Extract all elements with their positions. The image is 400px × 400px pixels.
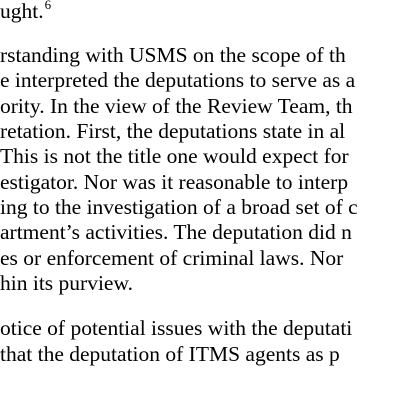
text-line: rstanding with USMS on the scope of th — [0, 43, 346, 67]
text-line — [0, 1, 51, 23]
text-line: estigator. Nor was it reasonable to interp — [0, 170, 349, 194]
text-line: retation. First, the deputations state in al — [0, 119, 346, 143]
text-segment: ught. — [0, 0, 44, 23]
text-line: ing to the investigation of a broad set of c — [0, 195, 358, 219]
text-line: ority. In the view of the Review Team, th — [0, 94, 353, 118]
text-line: otice of potential issues with the deputati — [0, 316, 353, 340]
text-line: This is not the title one would expect for — [0, 144, 349, 168]
text-line: hin its purview. — [0, 271, 133, 295]
text-line: that the deputation of ITMS agents as p — [0, 342, 340, 366]
text-line: e interpreted the deputations to serve as a — [0, 68, 356, 92]
footnote-marker[interactable]: 6 — [44, 0, 52, 12]
text-line: artment’s activities. The deputation did n — [0, 220, 352, 244]
text-line: es or enforcement of criminal laws. Nor — [0, 246, 344, 270]
